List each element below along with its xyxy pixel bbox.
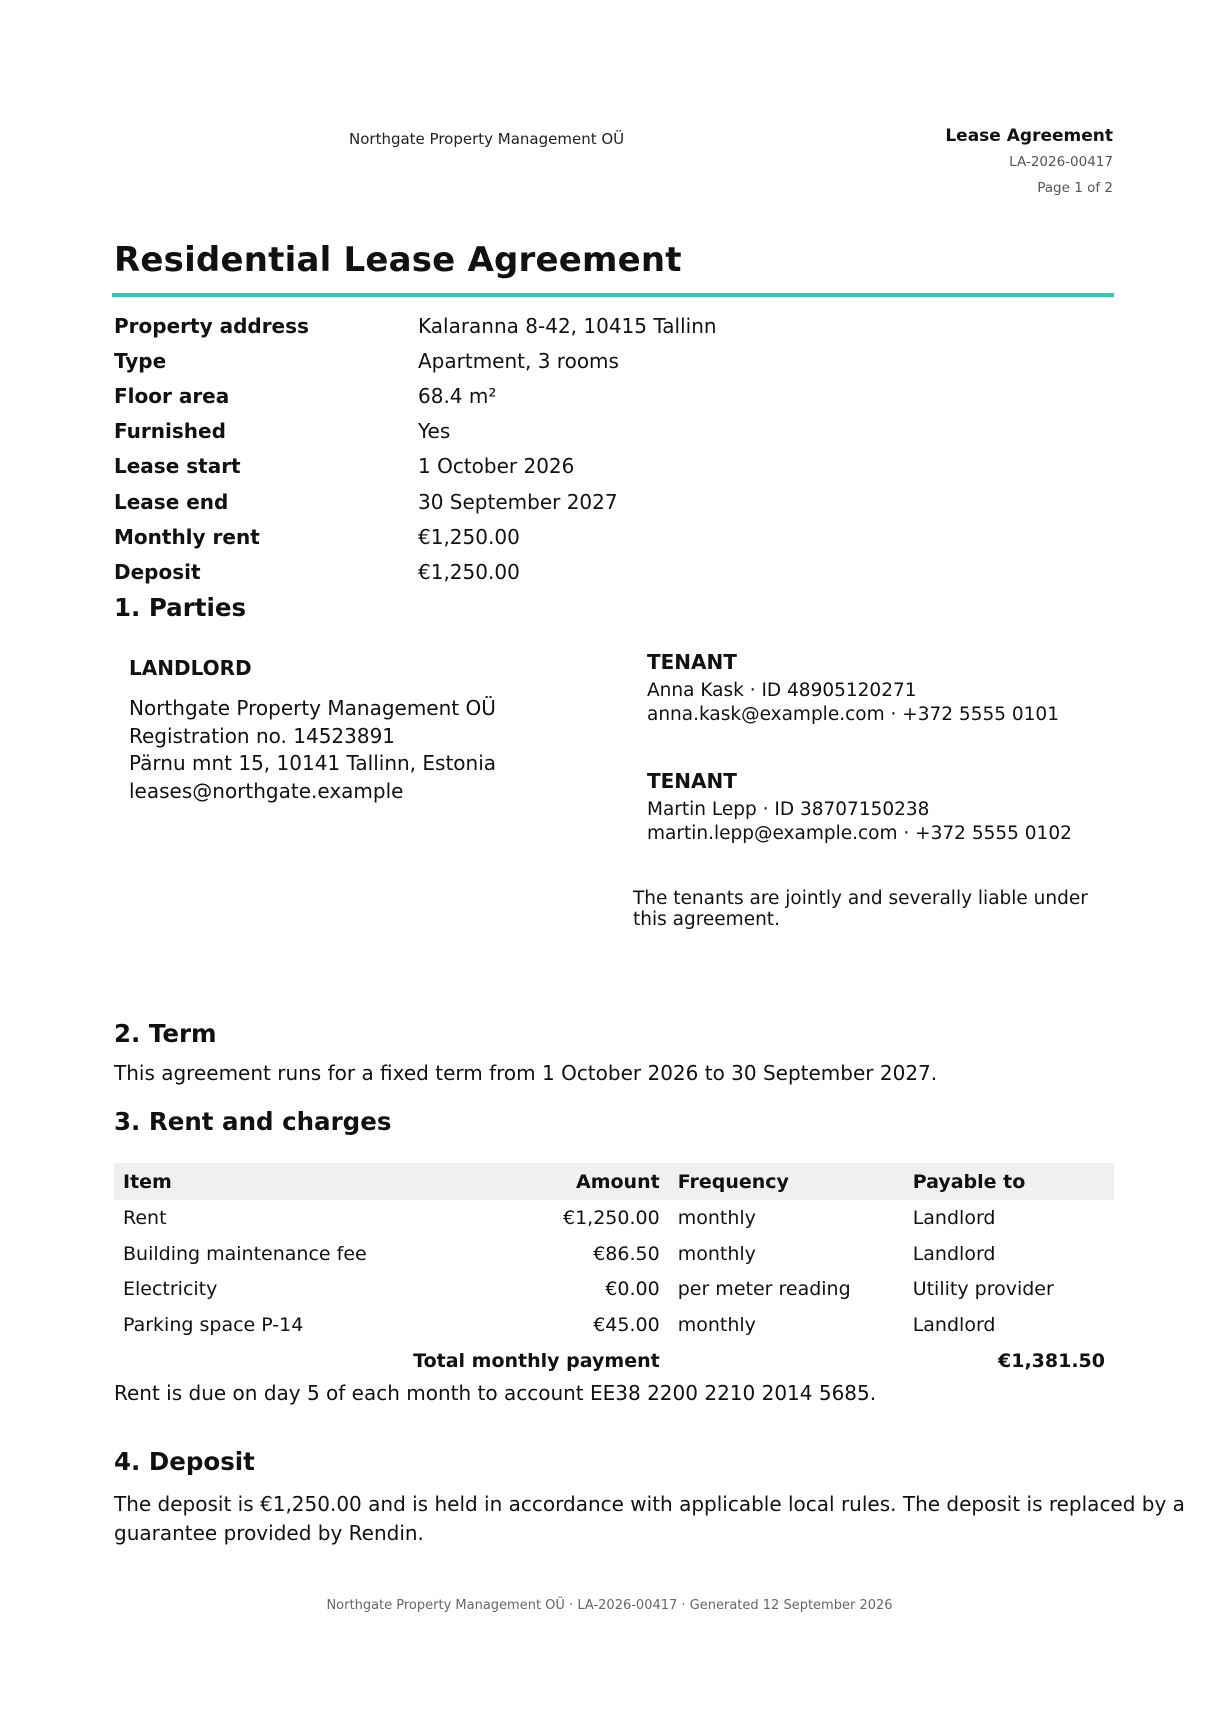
fact-value: Yes bbox=[418, 419, 451, 444]
fact-label: Furnished bbox=[114, 419, 226, 444]
section-heading-rent: 3. Rent and charges bbox=[114, 1107, 392, 1136]
landlord-address: Pärnu mnt 15, 10141 Tallinn, Estonia bbox=[129, 751, 497, 775]
page-footer: Northgate Property Management OÜ · LA-2026-00417 · Generated 12 September 2026 bbox=[326, 1598, 893, 1613]
fact-row-type bbox=[114, 343, 1014, 378]
fact-label: Deposit bbox=[114, 559, 201, 584]
cell-payable-to: Landlord bbox=[912, 1242, 996, 1265]
cell-payable-to: Utility provider bbox=[912, 1278, 1054, 1301]
fact-row-property-address bbox=[114, 308, 1014, 343]
section-heading-term: 2. Term bbox=[114, 1019, 217, 1048]
deposit-text-line-2: guarantee provided by Rendin. bbox=[114, 1521, 424, 1545]
fact-label: Monthly rent bbox=[114, 524, 260, 549]
fact-value: €1,250.00 bbox=[418, 559, 520, 584]
tenant-details bbox=[647, 679, 1087, 727]
deposit-text-line-1: The deposit is €1,250.00 and is held in accordance with applicable local rules. The deposit is replaced by a bbox=[114, 1492, 1185, 1516]
column-header-payable-to: Payable to bbox=[904, 1163, 1114, 1200]
fact-value: 1 October 2026 bbox=[418, 454, 575, 479]
cell-item: Rent bbox=[123, 1206, 167, 1229]
fact-row-furnished bbox=[114, 414, 1014, 449]
fact-value: Kalaranna 8-42, 10415 Tallinn bbox=[418, 313, 717, 338]
landlord-role-label: LANDLORD bbox=[129, 656, 252, 680]
fact-row-floor-area bbox=[114, 378, 1014, 413]
table-row bbox=[114, 1307, 1114, 1343]
cell-amount: €1,250.00 bbox=[563, 1206, 660, 1229]
landlord-block bbox=[129, 655, 629, 805]
fact-value: €1,250.00 bbox=[418, 524, 520, 549]
fact-value: 68.4 m² bbox=[418, 383, 497, 408]
table-row bbox=[114, 1236, 1114, 1272]
tenant-contact: martin.lepp@example.com · +372 5555 0102 bbox=[647, 823, 1072, 844]
rent-due-text: Rent is due on day 5 of each month to account EE38 2200 2210 2014 5685. bbox=[114, 1381, 877, 1405]
cell-amount: €0.00 bbox=[605, 1278, 660, 1301]
fact-label: Floor area bbox=[114, 383, 230, 408]
tenant-block-2 bbox=[647, 768, 1087, 846]
header-company-name: Northgate Property Management OÜ bbox=[349, 130, 625, 148]
cell-item: Building maintenance fee bbox=[123, 1242, 367, 1265]
total-label: Total monthly payment bbox=[413, 1349, 660, 1372]
fact-row-deposit bbox=[114, 554, 1014, 589]
tenant-name-id: Anna Kask · ID 48905120271 bbox=[647, 680, 917, 701]
term-text: This agreement runs for a fixed term from 1 October 2026 to 30 September 2027. bbox=[114, 1061, 938, 1085]
document-title: Residential Lease Agreement bbox=[114, 240, 682, 280]
fact-row-monthly-rent bbox=[114, 519, 1014, 554]
column-header-frequency: Frequency bbox=[669, 1163, 904, 1200]
section-heading-deposit: 4. Deposit bbox=[114, 1447, 255, 1476]
rent-charges-table bbox=[114, 1163, 1114, 1378]
landlord-email: leases@northgate.example bbox=[129, 778, 404, 803]
column-header-amount: Amount bbox=[554, 1163, 669, 1200]
fact-label: Type bbox=[114, 348, 167, 373]
fact-row-lease-end bbox=[114, 484, 1014, 519]
table-total-row bbox=[114, 1343, 1114, 1379]
landlord-details bbox=[129, 695, 629, 805]
fact-value: 30 September 2027 bbox=[418, 489, 618, 514]
column-header-item: Item bbox=[114, 1163, 554, 1200]
landlord-registration: Registration no. 14523891 bbox=[129, 723, 396, 748]
fact-value: Apartment, 3 rooms bbox=[418, 348, 619, 373]
cell-amount: €86.50 bbox=[593, 1242, 660, 1265]
tenant-block-1 bbox=[647, 649, 1087, 727]
title-accent-rule bbox=[112, 293, 1114, 297]
total-value: €1,381.50 bbox=[998, 1349, 1105, 1372]
header-doc-title: Lease Agreement bbox=[945, 126, 1113, 146]
landlord-name: Northgate Property Management OÜ bbox=[129, 696, 496, 720]
tenant-role-label: TENANT bbox=[647, 650, 737, 674]
tenant-contact: anna.kask@example.com · +372 5555 0101 bbox=[647, 704, 1059, 725]
cell-amount: €45.00 bbox=[593, 1313, 660, 1336]
cell-item: Parking space P-14 bbox=[123, 1313, 304, 1336]
tenant-details bbox=[647, 798, 1087, 846]
fact-label: Lease end bbox=[114, 489, 229, 514]
table-row bbox=[114, 1200, 1114, 1236]
table-header-row bbox=[114, 1163, 1114, 1200]
header-page-number: Page 1 of 2 bbox=[1037, 180, 1113, 196]
cell-frequency: monthly bbox=[677, 1206, 756, 1229]
cell-item: Electricity bbox=[123, 1278, 218, 1301]
cell-frequency: per meter reading bbox=[677, 1278, 851, 1301]
tenant-role-label: TENANT bbox=[647, 769, 737, 793]
table-row bbox=[114, 1271, 1114, 1307]
tenant-name-id: Martin Lepp · ID 38707150238 bbox=[647, 799, 930, 820]
header-doc-id: LA-2026-00417 bbox=[1009, 154, 1113, 170]
fact-label: Property address bbox=[114, 313, 309, 338]
cell-payable-to: Landlord bbox=[912, 1313, 996, 1336]
cell-payable-to: Landlord bbox=[912, 1206, 996, 1229]
fact-row-lease-start bbox=[114, 449, 1014, 484]
deposit-text bbox=[114, 1490, 1185, 1548]
joint-liability-note: The tenants are jointly and severally liable under this agreement. bbox=[633, 888, 1088, 930]
fact-label: Lease start bbox=[114, 454, 241, 479]
header-doc-info bbox=[945, 126, 1113, 197]
section-heading-parties: 1. Parties bbox=[114, 593, 247, 622]
cell-frequency: monthly bbox=[677, 1242, 756, 1265]
cell-frequency: monthly bbox=[677, 1313, 756, 1336]
property-facts-list bbox=[114, 308, 1014, 590]
